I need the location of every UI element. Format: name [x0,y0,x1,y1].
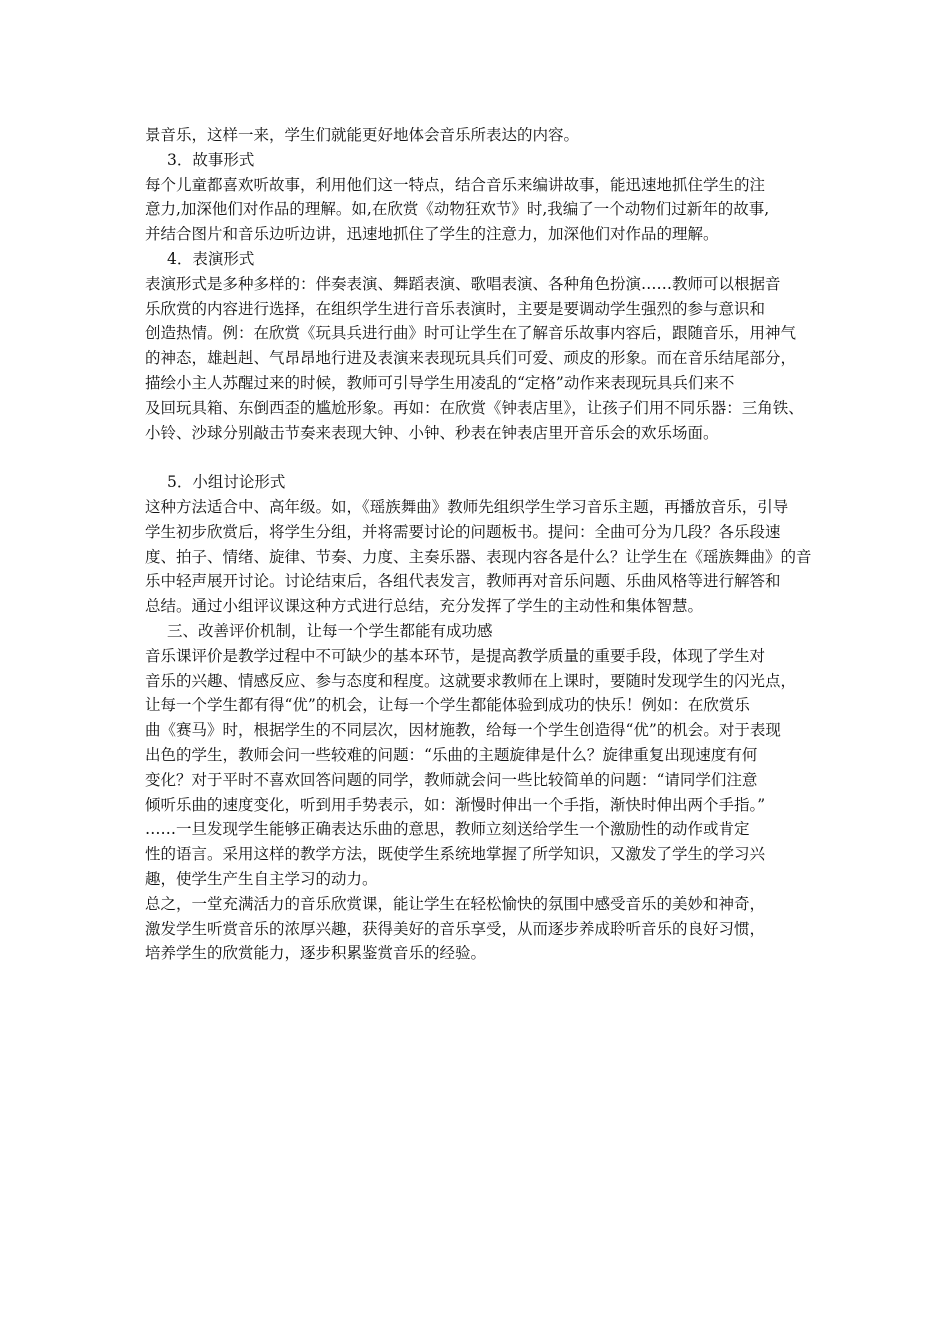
body-text-line: 描绘小主人苏醒过来的时候，教师可引导学生用凌乱的“定格”动作来表现玩具兵们来不 [145,373,735,392]
body-text-line: 学生初步欣赏后，将学生分组，并将需要讨论的问题板书。提问：全曲可分为几段？各乐段速 [145,522,781,541]
body-text-line: 的神态，雄赳赳、气昂昂地行进及表演来表现玩具兵们可爱、顽皮的形象。而在音乐结尾部分， [145,349,797,368]
body-text-line: 出色的学生，教师会问一些较难的问题：“乐曲的主题旋律是什么？旋律重复出现速度有何 [145,745,758,764]
body-text-line: 这种方法适合中、高年级。如，《瑶族舞曲》教师先组织学生学习音乐主题，再播放音乐，引导 [145,497,789,516]
section-heading-evaluation: 三、改善评价机制，让每一个学生都能有成功感 [167,621,493,640]
conclusion-line: 培养学生的欣赏能力，逐步积累鉴赏音乐的经验。 [145,944,487,963]
body-text-line: 性的语言。采用这样的教学方法，既使学生系统地掌握了所学知识，又激发了学生的学习兴 [145,845,766,864]
body-text-line: 创造热情。例：在欣赏《玩具兵进行曲》时可让学生在了解音乐故事内容后，跟随音乐，用神气 [145,324,797,343]
body-text-line: 曲《赛马》时，根据学生的不同层次，因材施教，给每一个学生创造得“优”的机会。对于表现 [145,721,781,740]
conclusion-line: 激发学生听赏音乐的浓厚兴趣，获得美好的音乐享受，从而逐步养成聆听音乐的良好习惯， [145,919,766,938]
body-text-line: 倾听乐曲的速度变化，听到用手势表示，如：渐慢时伸出一个手指，渐快时伸出两个手指。” [145,795,766,814]
blank-line [145,445,815,470]
document-page [145,123,815,966]
body-text-line: 趣，使学生产生自主学习的动力。 [145,869,378,888]
section-heading-performance: 4．表演形式 [167,249,255,268]
body-text-line: 景音乐，这样一来，学生们就能更好地体会音乐所表达的内容。 [145,126,580,144]
body-text-line: 音乐的兴趣、情感反应、参与态度和程度。这就要求教师在上课时，要随时发现学生的闪光点， [145,671,797,690]
body-text-line: 每个儿童都喜欢听故事，利用他们这一特点，结合音乐来编讲故事，能迅速地抓住学生的注 [145,175,766,194]
body-text-line: 及回玩具箱、东倒西歪的尴尬形象。再如：在欣赏《钟表店里》，让孩子们用不同乐器：三角铁、 [145,398,804,417]
conclusion-line: 总之，一堂充满活力的音乐欣赏课，能让学生在轻松愉快的氛围中感受音乐的美妙和神奇， [145,894,766,913]
body-text-line: 音乐课评价是教学过程中不可缺少的基本环节，是提高教学质量的重要手段，体现了学生对 [145,646,766,665]
body-text-line: 并结合图片和音乐边听边讲，迅速地抓住了学生的注意力，加深他们对作品的理解。 [145,225,719,244]
body-text-line: 乐中轻声展开讨论。讨论结束后，各组代表发言，教师再对音乐问题、乐曲风格等进行解答和 [145,572,781,591]
body-text-line: 乐欣赏的内容进行选择，在组织学生进行音乐表演时，主要是要调动学生强烈的参与意识和 [145,299,766,318]
body-text-line: 意力,加深他们对作品的理解。如,在欣赏《动物狂欢节》时,我编了一个动物们过新年的故事, [145,200,770,219]
body-text-line: 变化？对于平时不喜欢回答问题的同学，教师就会问一些比较简单的问题：“请同学们注意 [145,770,758,789]
section-heading-story: 3．故事形式 [167,150,255,169]
section-heading-group-discussion: 5．小组讨论形式 [167,473,286,492]
body-text-line: 总结。通过小组评议课这种方式进行总结，充分发挥了学生的主动性和集体智慧。 [145,597,704,616]
body-text-line: 度、拍子、情绪、旋律、节奏、力度、主奏乐器、表现内容各是什么？让学生在《瑶族舞曲》的音 [145,547,812,566]
body-text-line: 小铃、沙球分别敲击节奏来表现大钟、小钟、秒表在钟表店里开音乐会的欢乐场面。 [145,423,719,442]
body-text-line: 表演形式是多种多样的：伴奏表演、舞蹈表演、歌唱表演、各种角色扮演……教师可以根据音 [145,274,781,293]
body-text-line: ……一旦发现学生能够正确表达乐曲的意思，教师立刻送给学生一个激励性的动作或肯定 [145,820,750,839]
body-text-line: 让每一个学生都有得“优”的机会，让每一个学生都能体验到成功的快乐！例如：在欣赏乐 [145,696,750,715]
